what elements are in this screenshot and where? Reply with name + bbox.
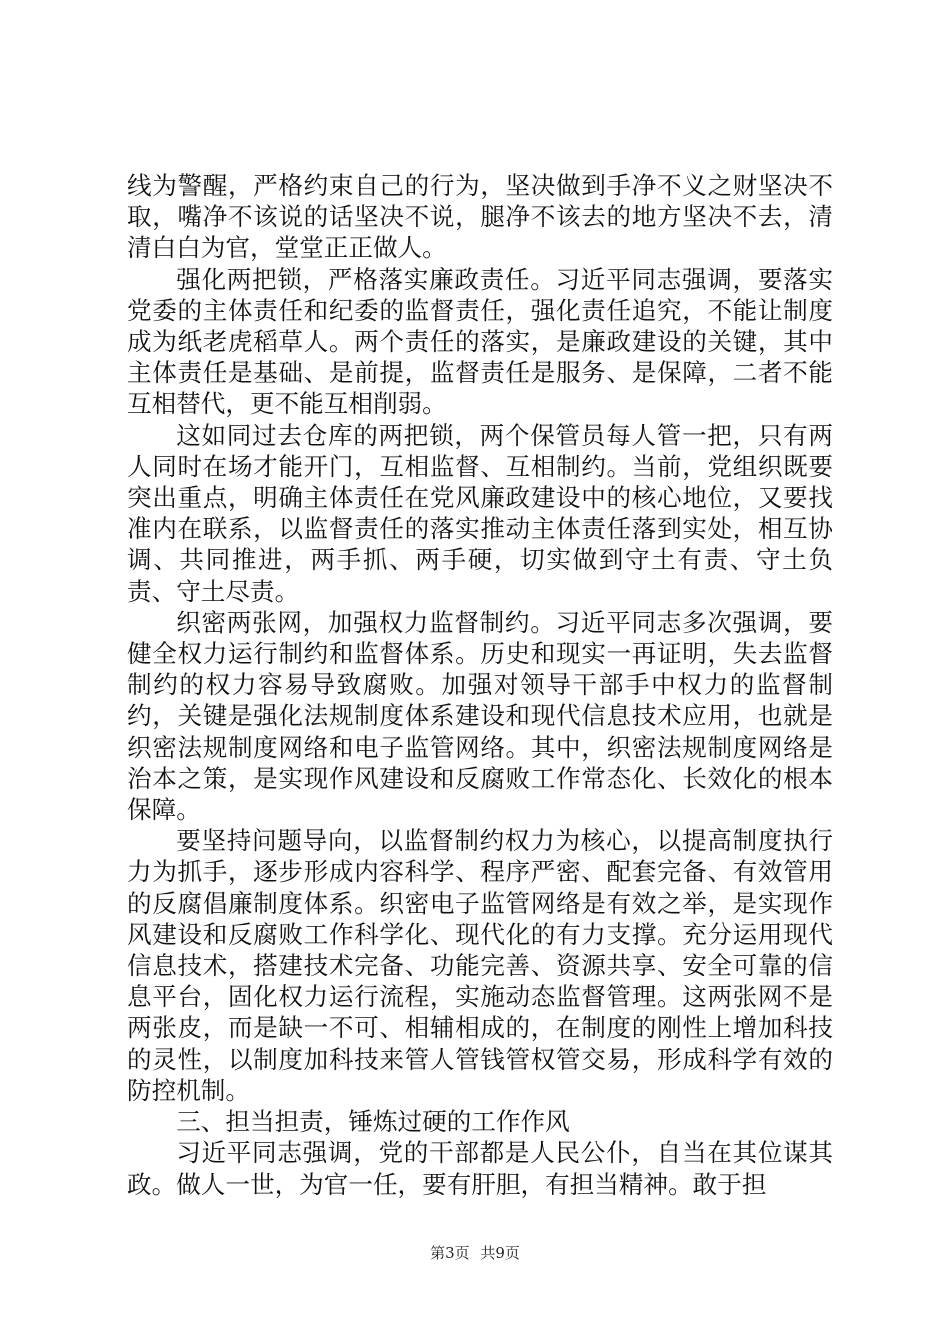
section-heading: 三、担当担责，锤炼过硬的工作作风 [176,1107,570,1137]
paragraph-continued: 线为警醒，严格约束自己的行为，坚决做到手净不义之财坚决不取，嘴净不该说的话坚决不说，腿净不该去的地方坚决不去，清清白白为官，堂堂正正做人。 [127,171,833,263]
paragraph-warehouse-analogy: 这如同过去仓库的两把锁，两个保管员每人管一把，只有两人同时在场才能开门，互相监督、互相制约。当前，党组织既要突出重点，明确主体责任在党风廉政建设中的核心地位，又要找准内在联系，以监督责任的落实推动主体责任落到实处，相互协调、共同推进，两手抓、两手硬，切实做到守土有责、守土负责、守土尽责。 [127,420,833,606]
page-number: 第3页 [430,1244,470,1262]
page-total: 共9页 [480,1244,520,1262]
paragraph-two-nets: 织密两张网，加强权力监督制约。习近平同志多次强调，要健全权力运行制约和监督体系。历史和现实一再证明，失去监督制约的权力容易导致腐败。加强对领导干部手中权力的监督制约，关键是强化法规制度体系建设和现代信息技术应用，也就是织密法规制度网络和电子监管网络。其中，织密法规制度网络是治本之策，是实现作风建设和反腐败工作常态化、长效化的根本保障。 [127,607,833,825]
document-body [127,170,833,1200]
paragraph-responsibility: 习近平同志强调，党的干部都是人民公仆，自当在其位谋其政。做人一世，为官一任，要有肝胆，有担当精神。敢于担 [127,1138,833,1199]
paragraph-problem-oriented: 要坚持问题导向，以监督制约权力为核心，以提高制度执行力为抓手，逐步形成内容科学、程序严密、配套完备、有效管用的反腐倡廉制度体系。织密电子监管网络是有效之举，是实现作风建设和反腐败工作科学化、现代化的有力支撑。充分运用现代信息技术，搭建技术完备、功能完善、资源共享、安全可靠的信息平台，固化权力运行流程，实施动态监督管理。这两张网不是两张皮，而是缺一不可、相辅相成的，在制度的刚性上增加科技的灵性，以制度加科技来管人管钱管权管交易，形成科学有效的防控机制。 [127,826,833,1105]
paragraph-two-locks: 强化两把锁，严格落实廉政责任。习近平同志强调，要落实党委的主体责任和纪委的监督责任，强化责任追究，不能让制度成为纸老虎稻草人。两个责任的落实，是廉政建设的关键，其中主体责任是基础、是前提，监督责任是服务、是保障，二者不能互相替代，更不能互相削弱。 [127,264,833,419]
page-footer [0,1243,950,1263]
